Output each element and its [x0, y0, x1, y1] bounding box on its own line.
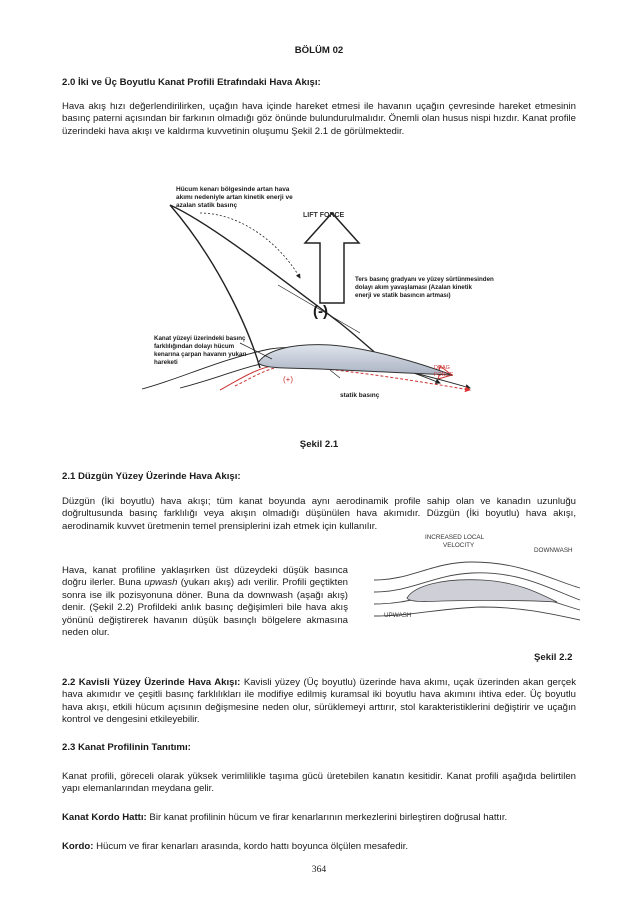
upwash-label: UPWASH — [384, 612, 412, 619]
lift-force-label: LIFT FORCE — [303, 212, 345, 219]
fig21-left-label: Kanat yüzeyi üzerindeki basınç farklılığından dolayı hücum kenarına çarpan havanın yukarı hareketi — [154, 335, 247, 366]
airfoil-shape — [258, 345, 452, 375]
fig21-top-label: Hücum kenarı bölgesinde artan hava akımı nedeniyle artan kinetik enerji ve azalan statik basınç — [176, 186, 293, 209]
figure-2-2-caption: Şekil 2.2 — [534, 652, 573, 663]
negative-pressure-label: (-) — [313, 303, 328, 320]
section-2-0-paragraph: Hava akış hızı değerlendirilirken, uçağın hava içinde hareket etmesi ile havanın uçağın çevresinde hareket etmesinin basınç paterni açısından bir farkının olmadığı göz önünde bulundurulmalıdır. Önemli olan husus nispi hızdır. Kanat profile üzerindeki hava akışı ve kaldırma kuvvetinin oluşumu Şekil 2.1 de görülmektedir. — [62, 101, 576, 137]
figure-2-1-caption: Şekil 2.1 — [299, 439, 339, 450]
section-2-3-heading: 2.3 Kanat Profilinin Tanıtımı: — [62, 742, 191, 753]
section-2-2-heading: 2.2 Kavisli Yüzey Üzerinde Hava Akışı: — [62, 677, 241, 688]
increased-local-velocity-label: INCREASED LOCAL VELOCITY — [425, 534, 485, 549]
section-2-3-paragraph: Kanat profili, göreceli olarak yüksek verimlilikle taşıma gücü üretebilen kanatın kesitidir. Kanat profili aşağıda belirtilen yapı elemanlarından meydana gelir. — [62, 771, 576, 795]
section-2-1-paragraph-1: Düzgün (İki boyutlu) hava akışı; tüm kanat boyunda aynı aerodinamik profile sahip olan ve kanadın uzunluğu doğrultusunda basınç farklılığı veya akışın olmadığı düşünülen hava akımıdır. Düzgün (İki boyutlu) hava akışı, aerodinamik kuvvet üretmenin temel prensiplerini izah etmek için kullanılır. — [62, 496, 576, 532]
section-2-0-heading: 2.0 İki ve Üç Boyutlu Kanat Profili Etrafındaki Hava Akışı: — [62, 77, 321, 88]
fig22-airfoil-shape — [407, 580, 557, 602]
downwash-label: DOWNWASH — [534, 547, 573, 554]
drag-force-label: DRAG FORCE — [434, 365, 454, 378]
chapter-title: BÖLÜM 02 — [294, 45, 344, 56]
section-2-1-heading: 2.1 Düzgün Yüzey Üzerinde Hava Akışı: — [62, 471, 241, 482]
positive-pressure-label: (+) — [283, 375, 293, 384]
static-pressure-label: statik basınç — [340, 392, 380, 399]
lift-force-arrow — [305, 213, 359, 303]
section-2-2-paragraph: 2.2 Kavisli Yüzey Üzerinde Hava Akışı: Kavisli yüzey (Üç boyutlu) üzerinde hava akımı, uçak üzerinden akan gerçek hava akımıdır ve çeşitli basınç farklılıkları ile modifiye edilmiş kuramsal iki boyutlu hava akımını ihtiva eder. Üç boyutlu hava akışı, etkili hücum açısının değişmesine neden olur, sürüklemeyi arttırır, stol karakteristiklerini değiştirir ve uçağın kontrol ve dengesini etkileyebilir. — [62, 677, 576, 726]
kordo-hatti-definition: Kanat Kordo Hattı: Bir kanat profilinin hücum ve firar kenarlarının merkezlerini birleştiren doğrusal hattır. — [62, 812, 508, 823]
kordo-definition: Kordo: Hücum ve firar kenarları arasında, kordo hattı boyunca ölçülen mesafedir. — [62, 841, 409, 852]
fig21-right-label: Ters basınç gradyanı ve yüzey sürtünmesinden dolayı akım yavaşlaması (Azalan kinetik enerji ve statik basıncın artması) — [355, 276, 494, 299]
section-2-1-paragraph-2: Hava, kanat profiline yaklaşırken üst düzeydeki düşük basınca doğru ilerler. Buna upwash (yukarı akış) adı verilir. Profili geçtikten sonra ise ilk pozisyonuna döner. Buna da downwash (aşağı akış) denir. (Şekil 2.2) Profildeki anlık basınç değişimleri bile hava akış yönünü değiştirerek havanın düşük basınçlı bölgelere akmasına neden olur. — [62, 565, 348, 639]
page-number: 364 — [311, 864, 327, 875]
